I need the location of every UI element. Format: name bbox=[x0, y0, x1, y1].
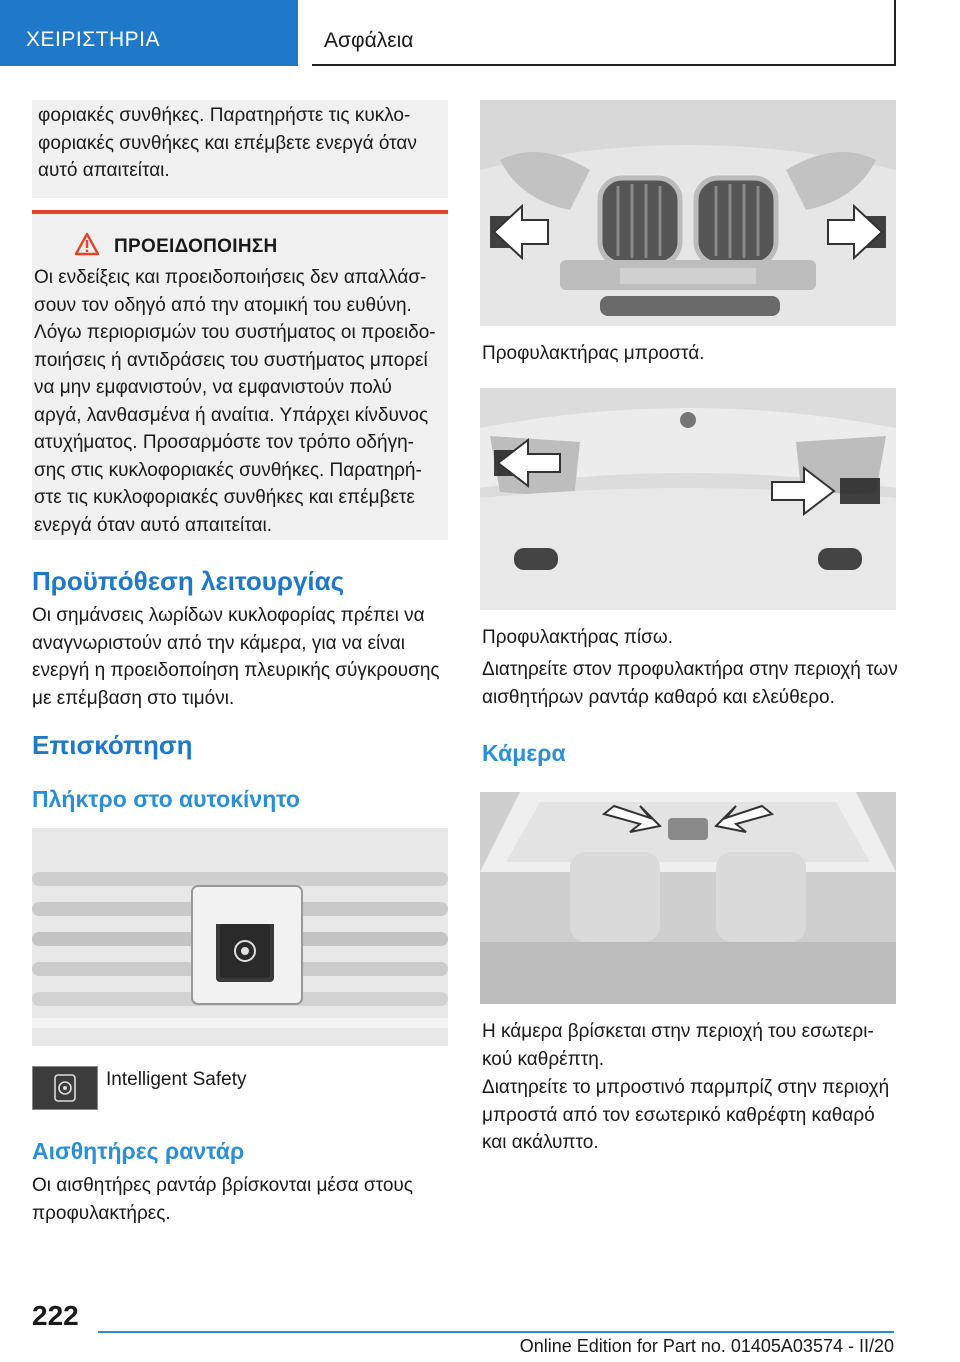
camera-caption: Η κάμερα βρίσκεται στην περιοχή του εσωτερι-κού καθρέπτη. bbox=[482, 1021, 874, 1070]
rear-bumper-caption: Προφυλακτήρας πίσω. bbox=[482, 627, 673, 648]
front-bumper-figure bbox=[480, 100, 896, 326]
edition-note: Online Edition for Part no. 01405A03574 - II/20 bbox=[519, 1336, 894, 1356]
button-figure bbox=[32, 828, 448, 1046]
camera-heading: Κάμερα bbox=[482, 740, 566, 766]
overview-heading: Επισκόπηση bbox=[32, 730, 193, 760]
continued-note-text: φοριακές συνθήκες. Παρατηρήστε τις κυκλο-φοριακές συνθήκες και επέμβετε ενεργά όταν αυτό απαιτείται. bbox=[38, 105, 417, 181]
warning-triangle-icon bbox=[74, 232, 100, 256]
rear-bumper-text: Διατηρείτε στον προφυλακτήρα στην περιοχή των αισθητήρων ραντάρ καθαρό και ελεύθερο. bbox=[482, 659, 898, 708]
warning-title: ΠΡΟΕΙΔΟΠΟΙΗΣΗ bbox=[114, 236, 278, 257]
page-header bbox=[312, 0, 896, 66]
section-tab bbox=[0, 0, 298, 66]
rear-bumper-figure bbox=[480, 388, 896, 610]
camera-text: Διατηρείτε το μπροστινό παρμπρίζ στην περιοχή μπροστά από τον εσωτερικό καθρέφτη καθαρό και ακάλυπτο. bbox=[482, 1077, 890, 1153]
warning-text: Οι ενδείξεις και προειδοποιήσεις δεν απαλλάσ-σουν τον οδηγό από την ατομική του ευθύνη. Λόγω περιορισμών του συστήματος οι προειδο-ποιήσεις ή αντιδράσεις του συστήματος μπορεί να μην εμφανιστούν, να εμφανιστούν πολύ αργά, λανθασμένα ή αναίτια. Υπάρχει κίνδυνος ατυχήματος. Προσαρμόστε τον τρόπο οδήγη-σης στις κυκλοφοριακές συνθήκες. Παρατηρή-στε τις κυκλοφοριακές συνθήκες και επέμβετε ενεργά όταν αυτό απαιτείται. bbox=[34, 267, 436, 536]
continued-note-box bbox=[32, 100, 448, 198]
radar-heading: Αισθητήρες ραντάρ bbox=[32, 1138, 245, 1164]
warning-box bbox=[32, 214, 448, 540]
precondition-heading: Προϋπόθεση λειτουργίας bbox=[32, 566, 345, 596]
radar-text: Οι αισθητήρες ραντάρ βρίσκονται μέσα στους προφυλακτήρες. bbox=[32, 1175, 413, 1224]
section-label: ΧΕΙΡΙΣΤΗΡΙΑ bbox=[26, 28, 161, 51]
page-number: 222 bbox=[32, 1300, 79, 1331]
camera-figure bbox=[480, 792, 896, 1004]
front-bumper-caption: Προφυλακτήρας μπροστά. bbox=[482, 343, 705, 364]
button-heading: Πλήκτρο στο αυτοκίνητο bbox=[32, 786, 300, 812]
page-title: Ασφάλεια bbox=[324, 29, 414, 52]
intelligent-safety-caption: Intelligent Safety bbox=[106, 1069, 247, 1090]
intelligent-safety-icon bbox=[32, 1066, 98, 1110]
footer-rule bbox=[98, 1331, 894, 1333]
precondition-text: Οι σημάνσεις λωρίδων κυκλοφορίας πρέπει να αναγνωριστούν από την κάμερα, για να είναι ενεργή η προειδοποίηση πλευρικής σύγκρουσης με επέμβαση στο τιμόνι. bbox=[32, 605, 440, 709]
